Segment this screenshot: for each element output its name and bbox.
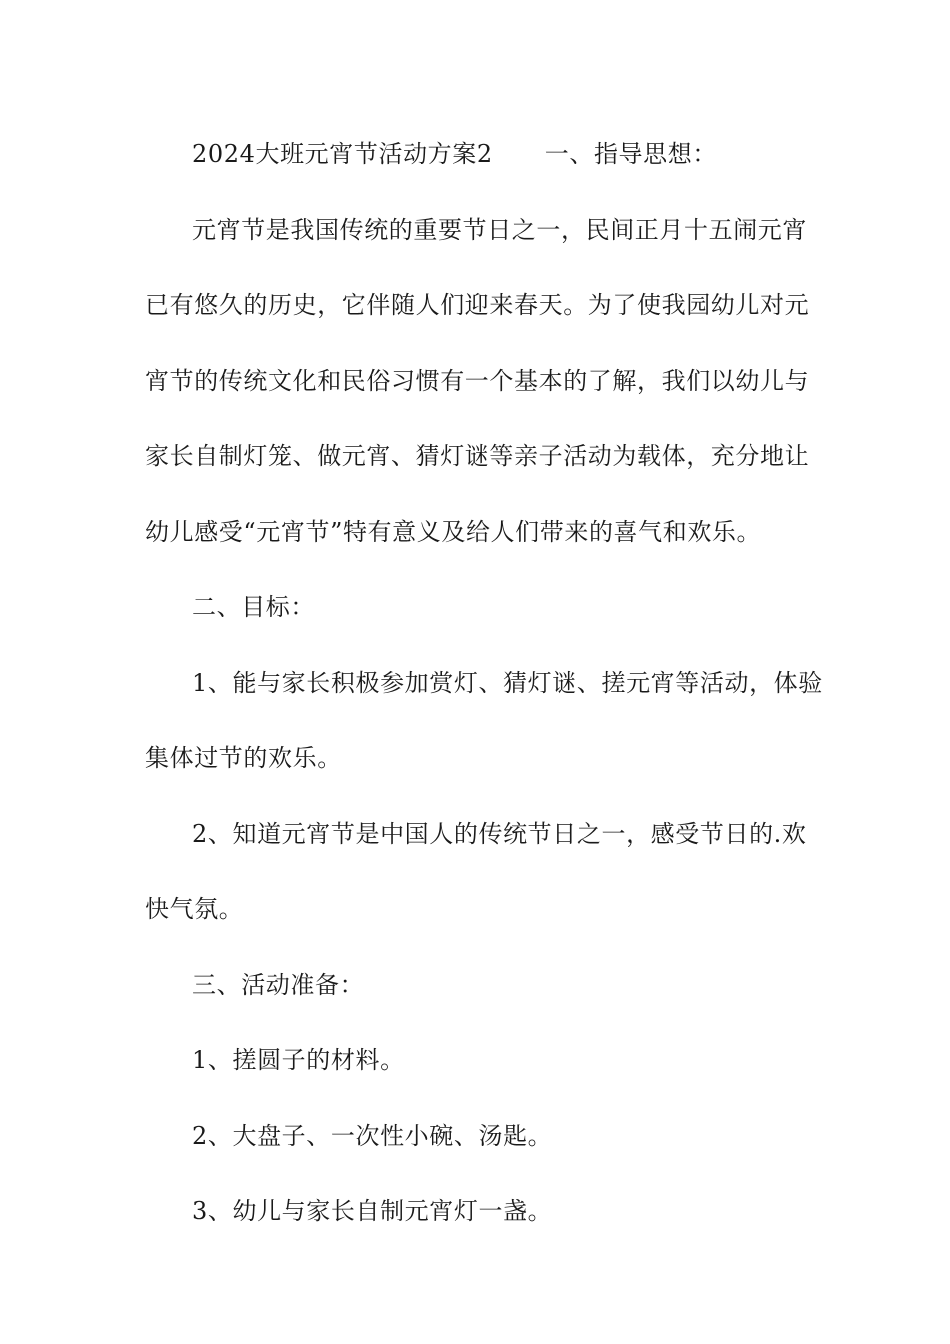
heading-line	[145, 130, 810, 206]
preparation-item-1: 1、搓圆子的材料。	[192, 1046, 405, 1074]
section-heading-goals: 二、目标：	[192, 593, 315, 621]
paragraph-line: 家长自制灯笼、做元宵、猜灯谜等亲子活动为载体，充分地让	[145, 442, 810, 470]
section-heading-preparation: 三、活动准备：	[192, 970, 365, 999]
paragraph-line: 已有悠久的历史，它伴随人们迎来春天。为了使我园幼儿对元	[145, 291, 810, 319]
document-body	[145, 130, 823, 1263]
section-heading-guiding-ideology: 一、指导思想：	[544, 140, 717, 168]
paragraph-line: 宵节的传统文化和民俗习惯有一个基本的了解，我们以幼儿与	[145, 366, 810, 395]
preparation-item-3: 3、幼儿与家长自制元宵灯一盏。	[192, 1197, 553, 1225]
paragraph-line: 元宵节是我国传统的重要节日之一，民间正月十五闹元宵	[192, 215, 807, 244]
goal-item-2: 2、知道元宵节是中国人的传统节日之一，感受节日的.欢	[192, 819, 807, 848]
paragraph-line: 幼儿感受“元宵节”特有意义及给人们带来的喜气和欢乐。	[145, 517, 762, 546]
goal-item-1: 1、能与家长积极参加赏灯、猜灯谜、搓元宵等活动，体验	[192, 668, 823, 697]
goal-item-2-continued: 快气氛。	[145, 895, 244, 923]
goal-item-1-continued: 集体过节的欢乐。	[145, 744, 342, 772]
preparation-item-2: 2、大盘子、一次性小碗、汤匙。	[192, 1121, 553, 1150]
document-title: 2024大班元宵节活动方案2	[192, 140, 493, 168]
